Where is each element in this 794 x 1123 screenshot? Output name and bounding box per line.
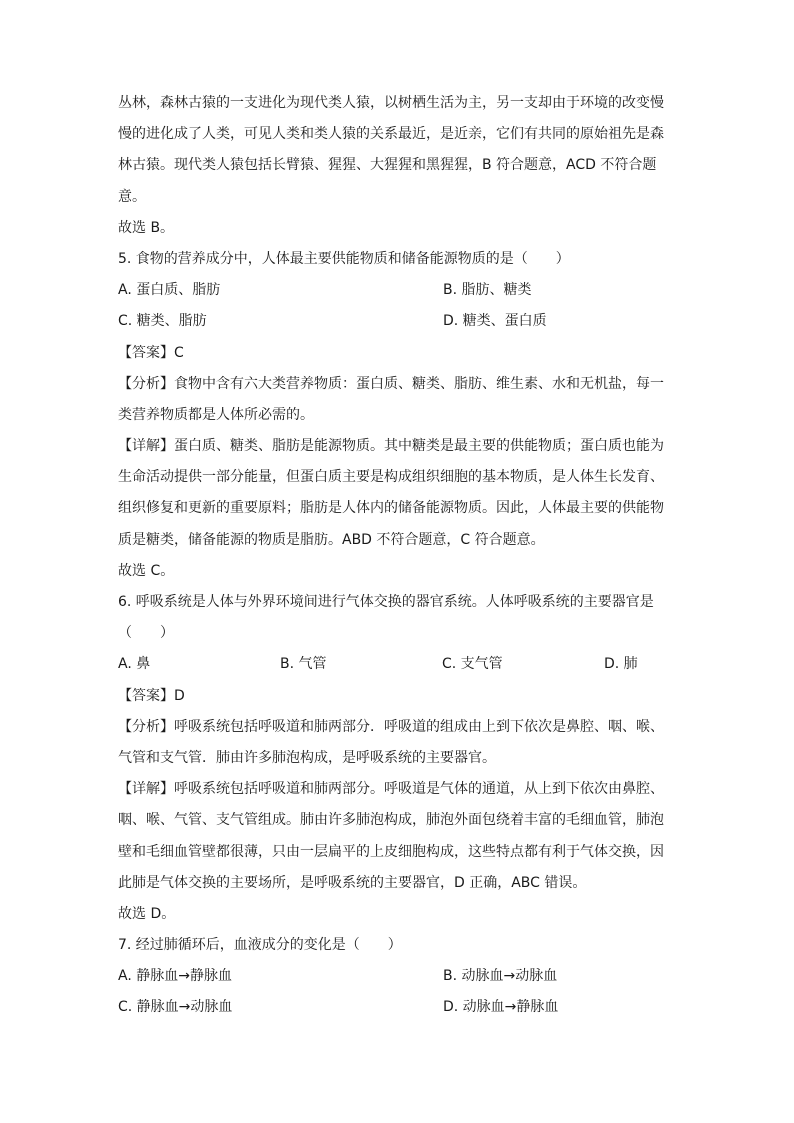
- option-c: C. 支气管: [442, 656, 503, 673]
- choose-line: 故选 B。: [118, 219, 175, 236]
- question-5-stem: 5. 食物的营养成分中，人体最主要供能物质和储备能源物质的是（ ）: [118, 250, 570, 267]
- analysis-line: 气管和支气管．肺由许多肺泡构成，是呼吸系统的主要器官。: [118, 749, 496, 766]
- option-d: D. 动脉血→静脉血: [443, 999, 559, 1016]
- question-5-options-row-1: [118, 275, 694, 306]
- option-a: A. 鼻: [118, 656, 151, 673]
- option-c: C. 糖类、脂肪: [118, 313, 207, 330]
- option-d: D. 糖类、蛋白质: [443, 313, 547, 330]
- analysis-line: 类营养物质都是人体所必需的。: [118, 406, 314, 423]
- option-c: C. 静脉血→动脉血: [118, 999, 233, 1016]
- text-line: 林古猿。现代类人猿包括长臂猿、猩猩、大猩猩和黑猩猩，B 符合题意，ACD 不符合题: [118, 157, 657, 174]
- answer-line: 【答案】D: [118, 687, 185, 704]
- question-7-stem: 7. 经过肺循环后，血液成分的变化是（ ）: [118, 937, 402, 954]
- option-b: B. 动脉血→动脉血: [443, 968, 558, 985]
- analysis-line: 【分析】食物中含有六大类营养物质：蛋白质、糖类、脂肪、维生素、水和无机盐，每一: [118, 375, 664, 392]
- detail-line: 咽、喉、气管、支气管组成。肺由许多肺泡构成，肺泡外面包绕着丰富的毛细血管，肺泡: [118, 812, 664, 829]
- question-6-stem-cont: （ ）: [118, 625, 174, 642]
- option-d: D. 肺: [604, 656, 638, 673]
- answer-line: 【答案】C: [118, 344, 184, 361]
- option-a: A. 静脉血→静脉血: [118, 968, 232, 985]
- prev-detail: [118, 88, 694, 213]
- question-6-stem: 6. 呼吸系统是人体与外界环境间进行气体交换的器官系统。人体呼吸系统的主要器官是: [118, 594, 654, 610]
- option-b: B. 脂肪、糖类: [443, 282, 532, 299]
- text-line: 慢的进化成了人类，可见人类和类人猿的关系最近，是近亲，它们有共同的原始祖先是森: [118, 126, 664, 143]
- detail-line: 生命活动提供一部分能量，但蛋白质主要是构成组织细胞的基本物质，是人体生长发育、: [118, 469, 664, 486]
- detail-line: 组织修复和更新的重要原料；脂肪是人体内的储备能源物质。因此，人体最主要的供能物: [118, 500, 664, 517]
- question-6-options-row: [118, 649, 694, 680]
- detail-line: 【详解】蛋白质、糖类、脂肪是能源物质。其中糖类是最主要的供能物质；蛋白质也能为: [118, 438, 664, 455]
- detail-line: 此肺是气体交换的主要场所，是呼吸系统的主要器官，D 正确，ABC 错误。: [118, 874, 587, 891]
- text-line: 丛林，森林古猿的一支进化为现代类人猿，以树栖生活为主，另一支却由于环境的改变慢: [118, 95, 664, 111]
- text-line: 意。: [118, 188, 146, 205]
- option-b: B. 气管: [280, 656, 327, 673]
- detail-line: 壁和毛细血管壁都很薄，只由一层扁平的上皮细胞构成，这些特点都有利于气体交换，因: [118, 843, 664, 860]
- question-5-options-row-2: [118, 306, 694, 337]
- choose-line: 故选 D。: [118, 905, 176, 922]
- choose-line: 故选 C。: [118, 562, 175, 579]
- detail-line: 质是糖类，储备能源的物质是脂肪。ABD 不符合题意，C 符合题意。: [118, 531, 545, 548]
- question-7-options-row-1: [118, 961, 694, 992]
- analysis-line: 【分析】呼吸系统包括呼吸道和肺两部分．呼吸道的组成由上到下依次是鼻腔、咽、喉、: [118, 718, 664, 735]
- option-a: A. 蛋白质、脂肪: [118, 282, 221, 299]
- question-7-options-row-2: [118, 992, 694, 1023]
- detail-line: 【详解】呼吸系统包括呼吸道和肺两部分。呼吸道是气体的通道，从上到下依次由鼻腔、: [118, 781, 664, 798]
